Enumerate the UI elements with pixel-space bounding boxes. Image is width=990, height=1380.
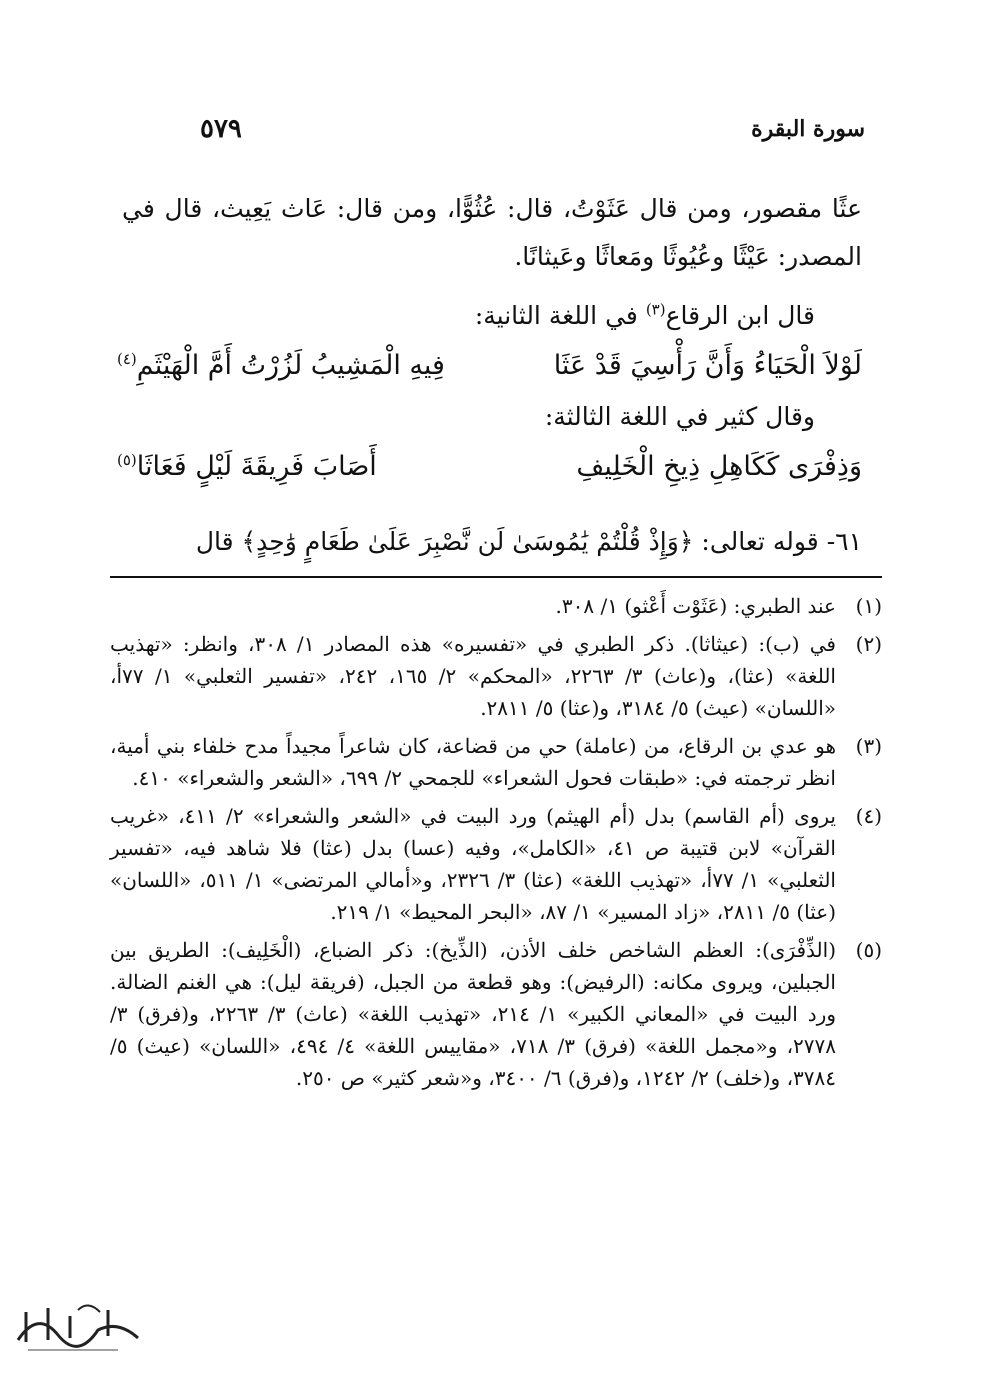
body-paragraph-2 [115,292,815,340]
surah-title: سورة البقرة [751,116,865,142]
footnote-text: في (ب): (عيثاثا). ذكر الطبري في «تفسيره» هذه المصادر ١/ ٣٠٨، وانظر: «تهذيب اللغة» (عثا)، و(عاث) ٣/ ٢٢٦٣، «المحكم» ٢/ ١٦٥، ٢٤٢، «تفسير الثعلبي» ١/ ٧٧أ، «اللسان» (عيث) ٥/ ٣١٨٤، و(عثا) ٥/ ٢٨١١. [110,632,836,720]
footnote-ref-5: (٥) [117,451,137,469]
body-paragraph-3: وقال كثير في اللغة الثالثة: [544,402,815,431]
para4-suffix: قال [195,527,242,556]
footnote-number: (٢) [855,632,882,656]
footnote-separator [110,576,882,578]
footnote-text: هو عدي بن الرقاع، من (عاملة) حي من قضاعة، كان شاعراً مجيداً مدح خلفاء بني أمية، انظر ترجمته في: «طبقات فحول الشعراء» للجمحي ٢/ ٦٩٩، «الشعر والشعراء» ٤١٠. [110,734,836,790]
footnote [110,730,882,794]
para2-text-a: قال ابن الرقاع [665,301,815,330]
footnote-text: يروى (أم القاسم) بدل (أم الهيثم) ورد البيت في «الشعر والشعراء» ٢/ ٤١١، «غريب القرآن» لابن قتيبة ص ٤١، «الكامل»، وفيه (عسا) بدل (عثا) فلا شاهد فيه، «تفسير الثعلبي» ١/ ٧٧أ، «تهذيب اللغة» (عثا) ٣/ ٢٣٢٦، و«أمالي المرتضى» ١/ ٥١١، «اللسان» (عثا) ٥/ ٢٨١١، «زاد المسير» ١/ ٨٧، «البحر المحيط» ١/ ٢١٩. [110,804,836,924]
poetry-verse-1 [117,339,862,393]
verse2-first-hemistich: وَذِفْرَى كَكَاهِلِ ذِيخِ الْخَلِيفِ [576,451,862,482]
footnote [110,628,882,724]
footnote-ref-3: (٣) [645,300,666,319]
verse1-second-text: فِيهِ الْمَشِيبُ لَزُرْتُ أَمَّ الْهَيْثَمِ [136,350,445,381]
poetry-verse-2 [117,440,862,494]
footnote-number: (٤) [855,804,882,828]
para4-prefix: ٦١- قوله تعالى: [693,527,862,556]
footnote-text: عند الطبري: (عَثَوْت أَعْثو) ١/ ٣٠٨. [555,594,836,618]
verse2-second-text: أَصَابَ فَرِيقَةَ لَيْلٍ فَعَاثَا [136,451,377,482]
publisher-logo [8,1290,148,1360]
verse1-second-hemistich [117,339,445,393]
footnote [110,934,882,1094]
footnote-number: (١) [855,594,882,618]
body-paragraph-1 [122,185,862,281]
para2-text-b: في اللغة الثانية: [474,301,646,330]
verse2-second-hemistich [117,440,377,494]
page-number: ٥٧٩ [200,114,242,144]
verse1-first-hemistich: لَوْلاَ الْحَيَاءُ وَأَنَّ رَأْسِيَ قَدْ عَثَا [553,350,862,381]
footnote-number: (٥) [855,938,882,962]
footnote [110,590,882,622]
body-paragraph-4 [122,518,862,566]
footnote-text: (الذِّفْرَى): العظم الشاخص خلف الأذن، (الذِّيخ): ذكر الضباع، (الْخَلِيف): الطريق بين الجبلين، ويروى مكانه: (الرفيض): وهو قطعة من الجبل، (فريقة ليل): هي الغنم الضالة. ورد البيت في «المعاني الكبير» ١/ ٢١٤، «تهذيب اللغة» (عاث) ٣/ ٢٢٦٣، و(فرق) ٣/ ٢٧٧٨، و«مجمل اللغة» (فرق) ٣/ ٧١٨، «مقاييس اللغة» ٤/ ٤٩٤، «اللسان» (عيث) ٥/ ٣٧٨٤، و(خلف) ٢/ ١٢٤٢، و(فرق) ٦/ ٣٤٠٠، و«شعر كثير» ص ٢٥٠. [110,938,836,1090]
para1-text: عثًا مقصور، ومن قال عَثَوْتُ، قال: عُثُوًّا، ومن قال: عَاث يَعِيث، قال في المصدر: عَيْثًا وعُيُوثًا ومَعاثًا وعَيثانًا. [122,194,862,271]
quran-verse: ﴿وَإِذْ قُلْتُمْ يَٰمُوسَىٰ لَن نَّصْبِرَ عَلَىٰ طَعَامٍ وَٰحِدٍ﴾ [241,527,694,556]
footnote-ref-4: (٤) [117,350,137,368]
footnote [110,800,882,928]
footnote-number: (٣) [855,734,882,758]
footnotes [110,590,882,1100]
